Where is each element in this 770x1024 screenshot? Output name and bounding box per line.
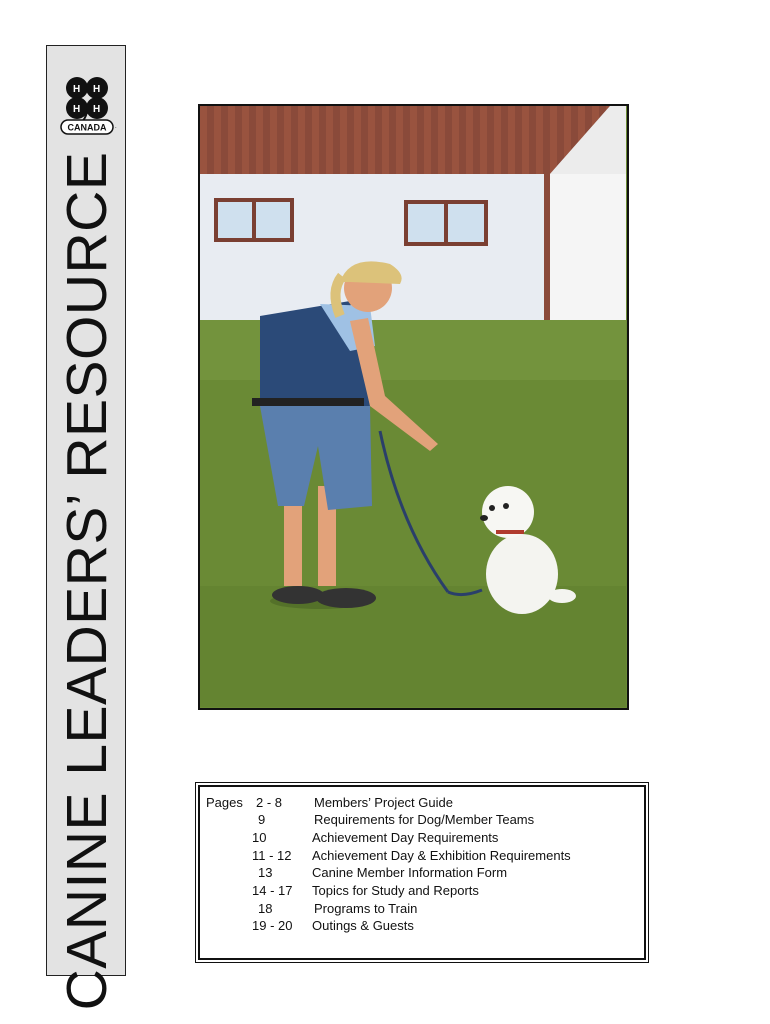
barn-window-left — [214, 198, 294, 242]
four-h-clover-icon — [55, 68, 119, 140]
toc-section-title: Members’ Project Guide — [314, 795, 453, 810]
toc-page-range: 9 — [258, 812, 266, 827]
toc-page-range: 19 - 20 — [252, 918, 293, 933]
barn-window-right — [404, 200, 488, 246]
svg-text:H: H — [93, 104, 101, 115]
toc-section-title: Outings & Guests — [312, 918, 414, 933]
toc-page-range: 13 — [258, 865, 273, 880]
cover-photo — [198, 104, 629, 710]
toc-page-range: 18 — [258, 901, 273, 916]
svg-text:.: . — [115, 124, 117, 130]
toc-page-range: 11 - 12 — [252, 848, 292, 863]
svg-text:H: H — [93, 84, 101, 95]
logo-text: CANADA — [67, 122, 107, 133]
toc-pages-label: Pages — [206, 795, 243, 810]
toc-section-title: Programs to Train — [314, 901, 418, 916]
toc-section-title: Requirements for Dog/Member Teams — [314, 812, 535, 827]
svg-text:H: H — [73, 84, 81, 95]
toc-section-title: Canine Member Information Form — [312, 865, 508, 880]
toc-section-title: Topics for Study and Reports — [312, 883, 479, 898]
table-of-contents — [195, 782, 649, 963]
toc-page-range: 10 — [252, 830, 267, 845]
toc-section-title: Achievement Day & Exhibition Requirements — [312, 848, 571, 863]
svg-text:H: H — [73, 104, 81, 115]
document-title: CANINE LEADERS’ RESOURCE — [55, 151, 119, 1011]
toc-page-range: 2 - 8 — [256, 795, 283, 810]
toc-section-title: Achievement Day Requirements — [312, 830, 499, 845]
toc-page-range: 14 - 17 — [252, 883, 293, 898]
toc-frame — [198, 785, 646, 960]
sidebar — [46, 45, 126, 1011]
